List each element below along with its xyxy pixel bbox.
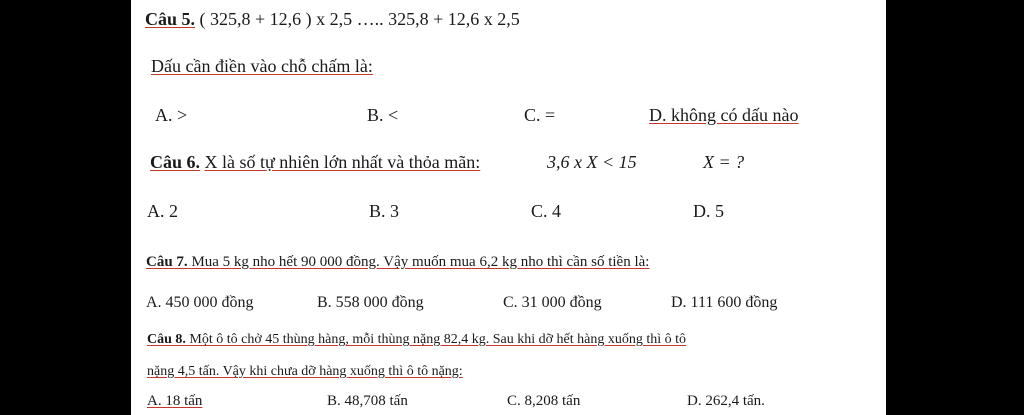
question-6-option-a: A. 2 — [147, 201, 178, 221]
question-6-label: Câu 6. — [150, 152, 201, 172]
question-7-option-c: C. 31 000 đồng — [503, 294, 602, 311]
question-5-expression: ( 325,8 + 12,6 ) x 2,5 ….. 325,8 + 12,6 x 2,5 — [199, 9, 520, 29]
question-6-option-d: D. 5 — [693, 201, 724, 221]
question-8-option-d: D. 262,4 tấn. — [687, 393, 765, 409]
question-8 — [147, 332, 686, 348]
question-6-statement: X là số tự nhiên lớn nhất và thỏa mãn: — [204, 152, 481, 172]
question-8-line2: nặng 4,5 tấn. Vậy khi chưa dỡ hàng xuống thì ô tô nặng: — [147, 364, 463, 379]
question-5-option-a: A. > — [155, 105, 188, 125]
question-7-option-d: D. 111 600 đồng — [671, 294, 778, 311]
question-8-option-a: A. 18 tấn — [147, 393, 203, 409]
question-6-question: X = ? — [703, 152, 745, 172]
question-5-label: Câu 5. — [145, 9, 196, 29]
question-6-option-b: B. 3 — [369, 201, 400, 221]
worksheet-page — [131, 0, 886, 415]
question-5-option-d: D. không có dấu nào — [649, 105, 799, 125]
question-6-inequality: 3,6 x X < 15 — [547, 152, 637, 172]
question-8-option-c: C. 8,208 tấn — [507, 393, 581, 409]
question-5-option-b: B. < — [367, 105, 399, 125]
question-7-option-a: A. 450 000 đồng — [146, 294, 254, 311]
question-6 — [150, 152, 480, 173]
question-7-text: Mua 5 kg nho hết 90 000 đồng. Vậy muốn mua 6,2 kg nho thì cần số tiền là: — [191, 254, 650, 270]
question-5-prompt: Dấu cần điền vào chỗ chấm là: — [151, 56, 373, 76]
question-7-label: Câu 7. — [146, 254, 188, 270]
question-5 — [145, 9, 520, 30]
question-7 — [146, 254, 649, 271]
question-8-label: Câu 8. — [147, 332, 186, 347]
question-5-option-c: C. = — [524, 105, 556, 125]
question-8-option-b: B. 48,708 tấn — [327, 393, 408, 409]
question-7-option-b: B. 558 000 đồng — [317, 294, 424, 311]
question-8-line1: Một ô tô chở 45 thùng hàng, mỗi thùng nặng 82,4 kg. Sau khi dỡ hết hàng xuống thì ô tô — [189, 332, 687, 347]
question-6-option-c: C. 4 — [531, 201, 562, 221]
